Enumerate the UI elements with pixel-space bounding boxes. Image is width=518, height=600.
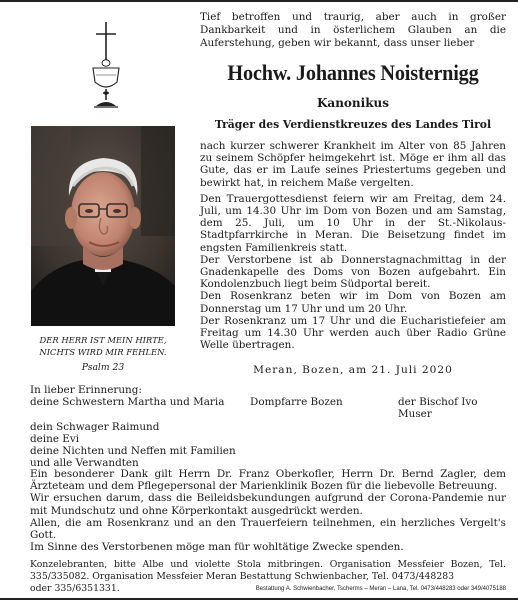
portrait-photo xyxy=(31,126,175,326)
verse-line-2: NICHTS WIRD MIR FEHLEN. xyxy=(39,346,167,357)
condolence-request: Wir ersuchen darum, dass die Beileidsbekundungen aufgrund der Corona-Pandemie nur mit Mundschutz und ohne Körperkontakt ausgedrückt werden. xyxy=(30,492,506,517)
mourner-bishop: der Bischof Ivo Muser xyxy=(398,396,478,421)
bible-verse xyxy=(22,335,184,374)
psalm-reference: Psalm 23 xyxy=(81,362,125,373)
verse-line-1: DER HERR IST MEIN HIRTE, xyxy=(39,335,167,345)
deceased-name: Hochw. Johannes Noisternigg xyxy=(227,60,479,85)
donation-request: Im Sinne des Verstorbenen möge man für wohltätige Zwecke spenden. xyxy=(30,541,404,554)
mourner-nieces-nephews: deine Nichten und Neffen mit Familien xyxy=(30,445,236,458)
place-date-line: Meran, Bozen, am 21. Juli 2020 xyxy=(253,364,453,376)
mourner-parish: Dompfarre Bozen xyxy=(250,396,343,409)
gratitude-line: Allen, die am Rosenkranz und an den Trauerfeiern teilnehmen, ein herzliches Vergelt's Gott. xyxy=(30,516,506,542)
lying-in-state-paragraph: Der Verstorbene ist ab Donnerstagnachmittag in der Gnadenkapelle des Doms von Bozen aufgebahrt. Ein Kondolenzbuch liegt beim Südportal bereit. xyxy=(200,253,506,291)
mourners-row xyxy=(30,396,506,420)
organisation-phone: oder 335/6351331. xyxy=(30,583,120,594)
funeral-service-paragraph: Den Trauergottesdienst feiern wir am Freitag, dem 24. Juli, um 14.30 Uhr im Dom von Bozen und am Samstag, dem 25. Juli, um 10 Uhr in der St.-Nikolaus-Stadtpfarrkirche in Meran. Die Beisetzung findet im engsten Familienkreis statt. xyxy=(200,192,506,254)
title-kanonikus: Kanonikus xyxy=(316,96,389,110)
announcement-body xyxy=(200,140,506,351)
thanks-doctors: Ein besonderer Dank gilt Herrn Dr. Franz Oberkofler, Herrn Dr. Bernd Zagler, dem Ärzteteam und dem Pflegepersonal der Marienklinik Bozen für die liebevolle Betreuung. xyxy=(30,468,506,493)
title-award: Träger des Verdienstkreuzes des Landes Tirol xyxy=(214,118,492,131)
radio-paragraph: Der Rosenkranz um 17 Uhr und die Eucharistiefeier am Freitag um 14.30 Uhr werden auch über Radio Grüne Welle übertragen. xyxy=(200,314,506,352)
mourner-relatives: und alle Verwandten xyxy=(30,457,139,470)
mourner-brother-in-law: dein Schwager Raimund xyxy=(30,420,160,433)
rosary-paragraph: Den Rosenkranz beten wir im Dom von Bozen am Donnerstag um 17 Uhr und um 20 Uhr. xyxy=(200,290,506,315)
mourners-list xyxy=(30,384,506,469)
funeral-home-imprint: Bestattung A. Schwienbacher, Tscherms – Meran – Lana, Tel. 0473/448283 oder 349/4075188 xyxy=(255,586,506,592)
death-notice-paragraph: nach kurzer schwerer Krankheit im Alter von 85 Jahren zu seinem Schöpfer heimgekehrt ist. Möge er ihm all das Gute, das er im Laufe seines Priestertums gegeben und bewirkt hat, in reichem Maße vergelten. xyxy=(200,140,506,189)
cross-chalice-icon xyxy=(84,20,128,112)
mourner-sisters: deine Schwestern Martha und Maria xyxy=(30,396,225,409)
mourner-evi: deine Evi xyxy=(30,432,80,445)
organisation-info: Konzelebranten, bitte Albe und violette Stola mitbringen. Organisation Messfeier Bozen, Tel. 335/335082. Organisation Messfeier Meran Bestattung Schwienbacher, Tel. 0473/448283 xyxy=(30,559,506,582)
thanks-section xyxy=(30,468,506,553)
intro-text: Tief betroffen und traurig, aber auch in großer Dankbarkeit und in österlichem Glauben an die Auferstehung, geben wir bekannt, dass unser lieber xyxy=(200,11,506,50)
memory-heading: In lieber Erinnerung: xyxy=(30,384,142,396)
